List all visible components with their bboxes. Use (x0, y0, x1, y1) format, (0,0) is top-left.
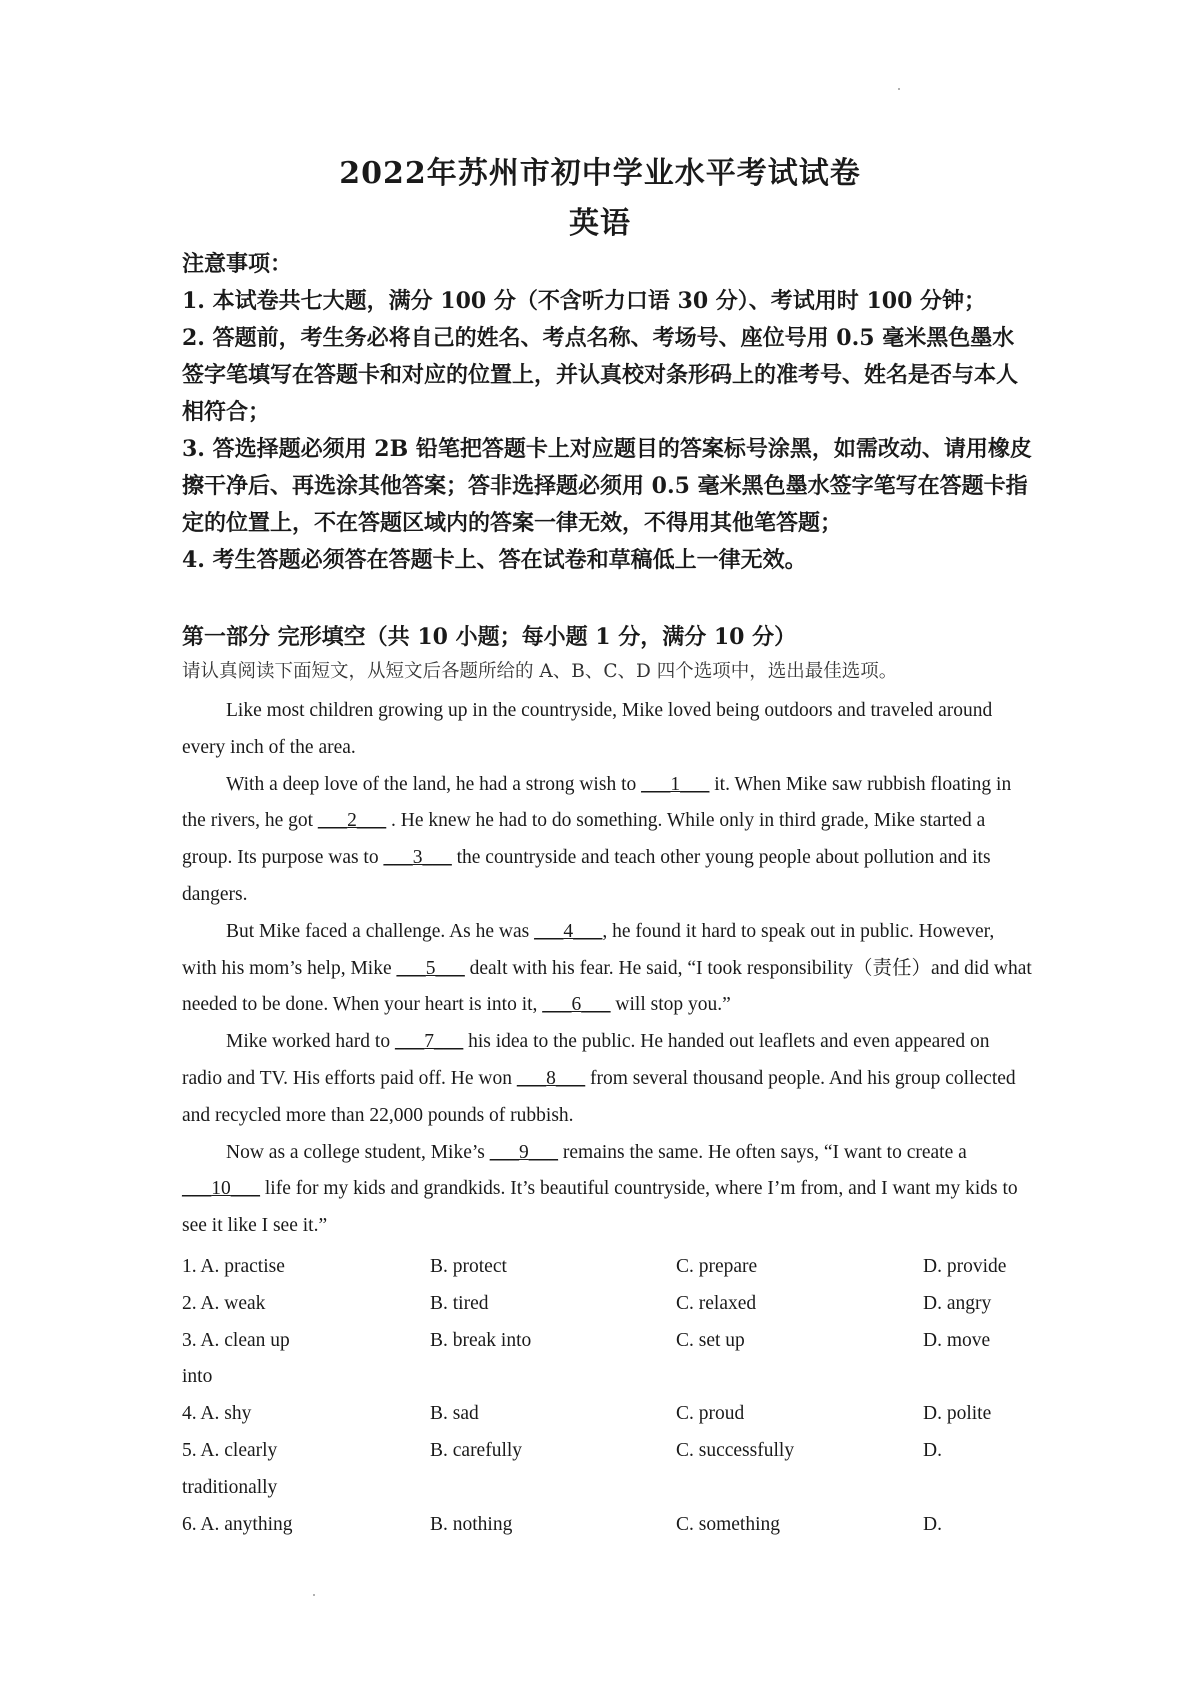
passage-paragraph-4 (182, 1024, 1032, 1134)
section-instruction: 请认真阅读下面短文，从短文后各题所给的 A、B、C、D 四个选项中，选出最佳选项。 (182, 661, 898, 682)
option-d: D. (923, 1513, 942, 1535)
option-c: C. successfully (676, 1439, 795, 1461)
option-d: D. provide (923, 1256, 1007, 1277)
answer-options (182, 1249, 1032, 1543)
passage-text: With a deep love of the land, he had a strong wish to (226, 773, 642, 795)
passage-paragraph-5 (182, 1135, 1032, 1245)
option-a: 3. A. clean up (182, 1329, 290, 1351)
blank-2: ___2___ (317, 810, 387, 832)
passage-text: it. When Mike saw rubbish floating in the rivers, he got (182, 773, 1012, 832)
passage-text: from several thousand people. And his group collected and recycled more than 22,000 pounds of rubbish. (182, 1067, 1016, 1126)
passage-text: life for my kids and grandkids. It’s beautiful countryside, where I’m from, and I want my kids to see it like I see it.” (182, 1178, 1018, 1237)
passage-text: his idea to the public. He handed out leaflets and even appeared on radio and TV. His efforts paid off. He won (182, 1031, 990, 1089)
note-item: 4. 考生答题必须答在答题卡上、答在试卷和草稿低上一律无效。 (182, 547, 807, 573)
question-1-options (182, 1249, 1032, 1286)
notes-heading: 注意事项： (182, 251, 293, 277)
section-title: 第一部分 完形填空（共 10 小题；每小题 1 分，满分 10 分） (182, 624, 797, 650)
passage-text: But Mike faced a challenge. As he was (226, 920, 535, 942)
blank-4: ___4___ (534, 920, 603, 942)
note-item: 2. 答题前，考生务必将自己的姓名、考点名称、考场号、座位号用 0.5 毫米黑色墨水签字笔填写在答题卡和对应的位置上，并认真校对条形码上的准考号、姓名是否与本人相符合； (182, 325, 1019, 425)
question-3-options (182, 1323, 1032, 1397)
passage-text: Mike worked hard to (226, 1031, 395, 1053)
note-item: 3. 答选择题必须用 2B 铅笔把答题卡上对应题目的答案标号涂黑，如需改动、请用橡皮擦干净后、再选涂其他答案；答非选择题必须用 0.5 毫米黑色墨水签字笔写在答题卡指定的位置上，不在答题区域内的答案一律无效，不得用其他笔答题； (182, 436, 1032, 536)
option-a: 5. A. clearly (182, 1439, 278, 1461)
cloze-passage (182, 693, 1032, 1245)
notes-block (182, 246, 1032, 579)
passage-text: Now as a college student, Mike’s (226, 1141, 490, 1163)
option-b: B. carefully (430, 1439, 523, 1461)
option-a: 2. A. weak (182, 1292, 266, 1314)
passage-text: remains the same. He often says, “I want to create a (558, 1141, 967, 1163)
question-6-options (182, 1507, 1032, 1544)
blank-8: ___8___ (516, 1067, 586, 1089)
option-a: 1. A. practise (182, 1256, 285, 1277)
option-b: B. protect (430, 1256, 507, 1277)
passage-text: dealt with his fear. He said, “I took responsibility（责任）and did what needed to be done. When your heart is into it, (182, 957, 1032, 1016)
blank-3: ___3___ (383, 847, 452, 869)
blank-10: ___10___ (182, 1178, 260, 1200)
option-a: 6. A. anything (182, 1513, 293, 1535)
passage-paragraph-2 (182, 767, 1032, 914)
blank-6: ___6___ (542, 994, 611, 1016)
passage-paragraph-1: Like most children growing up in the countryside, Mike loved being outdoors and traveled around every inch of the area. (182, 700, 993, 758)
option-c: C. relaxed (676, 1292, 757, 1314)
option-b: B. sad (430, 1403, 479, 1425)
option-a: 4. A. shy (182, 1403, 252, 1425)
option-c: C. set up (676, 1329, 745, 1351)
option-d: D. move (923, 1329, 991, 1351)
question-2-options (182, 1286, 1032, 1323)
option-d: D. polite (923, 1403, 992, 1425)
question-5-options (182, 1433, 1032, 1507)
option-b: B. break into (430, 1329, 532, 1351)
passage-text: . He knew he had to do something. While only in third grade, Mike started a group. Its purpose was to (182, 810, 986, 869)
option-c: C. proud (676, 1403, 745, 1425)
passage-text: , he found it hard to speak out in public. However, with his mom’s help, Mike (182, 920, 995, 979)
blank-5: ___5___ (396, 957, 465, 979)
note-item: 1. 本试卷共七大题，满分 100 分（不含听力口语 30 分）、考试用时 100 分钟； (182, 288, 987, 314)
blank-1: ___1___ (641, 773, 710, 795)
blank-7: ___7___ (394, 1031, 464, 1053)
subject-title: 英语 (569, 206, 631, 241)
option-c: C. something (676, 1513, 781, 1535)
passage-text: the countryside and teach other young people about pollution and its dangers. (182, 847, 991, 905)
option-d: D. (923, 1439, 942, 1461)
option-d: D. angry (923, 1292, 992, 1314)
passage-paragraph-3 (182, 914, 1032, 1024)
exam-title: 2022年苏州市初中学业水平考试试卷 (339, 156, 861, 191)
option-d-continuation: traditionally (182, 1476, 278, 1498)
question-4-options (182, 1396, 1032, 1433)
option-d-continuation: into (182, 1366, 213, 1388)
option-c: C. prepare (676, 1256, 758, 1277)
option-b: B. tired (430, 1292, 489, 1314)
scan-speck (313, 1594, 315, 1596)
blank-9: ___9___ (489, 1141, 558, 1163)
scan-speck (898, 88, 900, 90)
option-b: B. nothing (430, 1513, 513, 1535)
passage-text: will stop you.” (610, 994, 731, 1016)
